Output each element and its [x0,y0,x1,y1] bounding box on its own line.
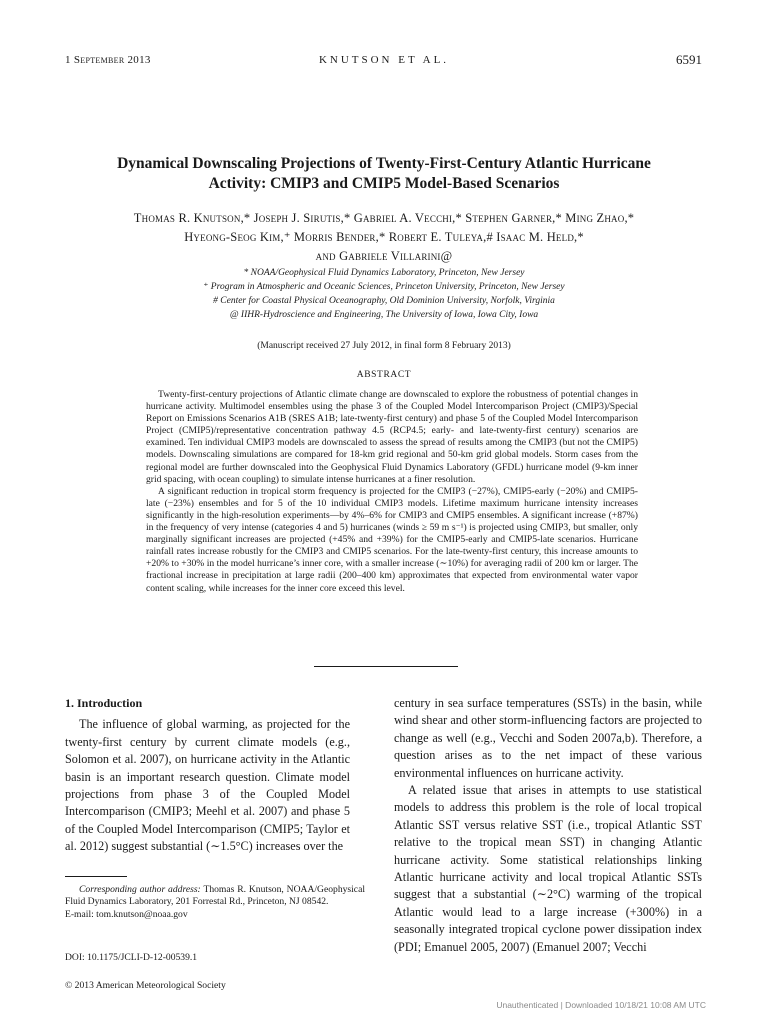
abstract-heading: ABSTRACT [356,370,412,380]
copyright: © 2013 American Meteorological Society [65,980,226,991]
authors-line-2: Hyeong-Seog Kim,⁺ Morris Bender,* Robert E. Tuleya,# Isaac M. Held,* [184,230,584,244]
title-line-1: Dynamical Downscaling Projections of Twenty-First-Century Atlantic Hurricane [117,155,651,172]
footnote-email[interactable]: E-mail: tom.knutson@noaa.gov [65,908,188,920]
authors-line-1: Thomas R. Knutson,* Joseph J. Sirutis,* Gabriel A. Vecchi,* Stephen Garner,* Ming Zhao,* [133,211,635,225]
affiliation-4: @ IIHR-Hydroscience and Engineering, The University of Iowa, Iowa City, Iowa [229,310,539,320]
intro-paragraph-1: The influence of global warming, as projected for the twenty-first century by current climate models (e.g., Solomon et al. 2007), on hurricane activity in the Atlantic basin is an important research question. Climate model projections from phase 3 of the Coupled Model Intercomparison (CMIP3; Meehl et al. 2007) and phase 5 of the Coupled Model Intercomparison (CMIP5; Taylor et al. 2012) suggest substantial (∼1.5°C) increases over the [65,717,350,854]
abstract-paragraph-2: A significant reduction in tropical storm frequency is projected for the CMIP3 (−27%), CMIP5-early (−20%) and CMIP5-late (−23%) ensembles and for 5 of the 10 individual CMIP3 models. Lifetime maximum hurricane intensity increases significantly in the high-resolution experiments—by 4%–6% for CMIP3 and CMIP5 ensembles. A significant increase (+87%) in the frequency of very intense (categories 4 and 5) hurricanes (winds ≥ 59 m s⁻¹) is projected using CMIP3, but smaller, only marginally significant increases are projected (+45% and +39%) for the CMIP5-early and CMIP5-late scenarios. Hurricane rainfall rates increase robustly for the CMIP3 and CMIP5 scenarios. For the late-twenty-first century, this increase amounts to +20% to +30% in the model hurricane’s inner core, with a smaller increase (∼10%) for averaging radii of 200 km or larger. The fractional increase in precipitation at large radii (200–400 km) approximates that expected from environmental water vapor content scaling, while increases for the inner core exceed this level. [146,485,638,594]
running-title: KNUTSON ET AL. [318,54,450,66]
footnote-label: Corresponding author address: [79,884,201,895]
download-notice: Unauthenticated | Downloaded 10/18/21 10:08 AM UTC [496,1000,706,1010]
left-column [65,695,350,856]
affiliation-1: * NOAA/Geophysical Fluid Dynamics Laboratory, Princeton, New Jersey [243,268,525,278]
right-column [394,695,702,956]
affiliations [60,266,708,322]
intro-paragraph-2: A related issue that arises in attempts to use statistical models to address this problem is the role of local tropical Atlantic SST versus relative SST (i.e., tropical Atlantic SST relative to the tropical mean SST) in changing Atlantic hurricane activity. Some statistical relationships linking Atlantic hurricane activity and local tropical Atlantic SSTs suggest that a substantial (∼2°C) warming of the tropical Atlantic would lead to a large increase (+300%) in a seasonally integrated tropical cyclone power dissipation index (PDI; Emanuel 2005, 2007) (Emanuel 2007; Vecchi [394,783,702,954]
manuscript-dates: (Manuscript received 27 July 2012, in final form 8 February 2013) [257,341,511,351]
abstract-paragraph-1: Twenty-first-century projections of Atlantic climate change are downscaled to explore the robustness of potential changes in hurricane activity. Multimodel ensembles using the phase 3 of the Coupled Model Intercomparison Project (CMIP3)/Special Report on Emissions Scenarios A1B (SRES A1B; late-twenty-first century) and phase 5 of the Coupled Model Intercomparison Project (CMIP5)/representative concentration pathway 4.5 (RCP4.5; early- and late-twenty-first century) scenarios are examined. Ten individual CMIP3 models are downscaled to assess the spread of results among the CMIP3 (but not the CMIP5) models. Downscaling simulations are compared for 18-km grid regional and 50-km grid global models. Storm cases from the regional model are further downscaled into the Geophysical Fluid Dynamics Laboratory (GFDL) hurricane model (9-km inner grid spacing, with ocean coupling) to simulate intense hurricanes at a finer resolution. [146,389,638,485]
title-line-2: Activity: CMIP3 and CMIP5 Model-Based Scenarios [208,175,560,192]
page-number: 6591 [676,52,702,67]
section-heading-introduction: 1. Introduction [65,696,143,710]
footnote-rule [65,876,127,877]
doi[interactable]: DOI: 10.1175/JCLI-D-12-00539.1 [65,952,198,963]
header-date: 1 September 2013 [65,54,151,66]
authors-line-3: and Gabriele Villarini@ [315,249,453,263]
corresponding-author-footnote [65,884,365,921]
abstract-body [146,389,638,595]
author-list [60,209,708,266]
footnote-address: Thomas R. Knutson, NOAA/Geophysical Fluid Dynamics Laboratory, 201 Forrestal Rd., Princeton, NJ 08542. [65,884,365,908]
section-divider [314,666,458,667]
paper-title [60,154,708,194]
intro-paragraph-continued: century in sea surface temperatures (SSTs) in the basin, while wind shear and other storm-influencing factors are projected to change as well (e.g., Vecchi and Soden 2007a,b). Therefore, a question arises as to the net impact of these various environmental influences on hurricane activity. [394,696,702,780]
affiliation-3: # Center for Coastal Physical Oceanography, Old Dominion University, Norfolk, Virginia [213,296,555,306]
affiliation-2: ⁺ Program in Atmospheric and Oceanic Sciences, Princeton University, Princeton, New Jersey [203,282,565,292]
